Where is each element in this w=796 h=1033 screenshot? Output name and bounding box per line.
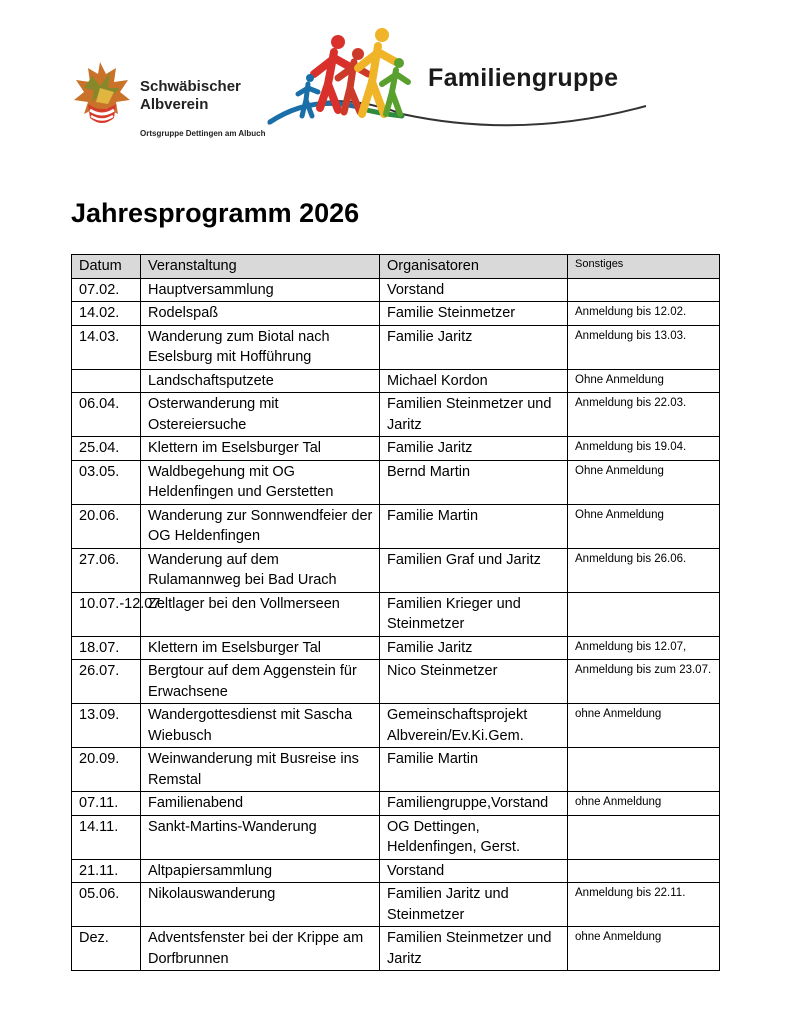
table-row <box>72 883 720 927</box>
cell-event: Altpapiersammlung <box>141 859 380 883</box>
cell-notes: Anmeldung bis 13.03. <box>568 325 720 369</box>
cell-organizers: OG Dettingen, Heldenfingen, Gerst. <box>380 815 568 859</box>
cell-organizers: Familien Graf und Jaritz <box>380 548 568 592</box>
cell-date: 13.09. <box>72 704 141 748</box>
cell-date: 14.03. <box>72 325 141 369</box>
cell-notes: Ohne Anmeldung <box>568 504 720 548</box>
cell-notes <box>568 592 720 636</box>
table-row <box>72 748 720 792</box>
cell-organizers: Bernd Martin <box>380 460 568 504</box>
cell-event: Zeltlager bei den Vollmerseen <box>141 592 380 636</box>
cell-event: Familienabend <box>141 792 380 816</box>
cell-notes: ohne Anmeldung <box>568 927 720 971</box>
cell-date: 07.11. <box>72 792 141 816</box>
cell-date: 26.07. <box>72 660 141 704</box>
cell-notes <box>568 815 720 859</box>
cell-date: Dez. <box>72 927 141 971</box>
cell-notes: Anmeldung bis 22.03. <box>568 393 720 437</box>
cell-organizers: Gemeinschaftsprojekt Albverein/Ev.Ki.Gem. <box>380 704 568 748</box>
page-header <box>0 0 796 150</box>
cell-organizers: Familien Krieger und Steinmetzer <box>380 592 568 636</box>
column-header-date: Datum <box>72 255 141 279</box>
cell-date: 20.06. <box>72 504 141 548</box>
cell-date: 07.02. <box>72 278 141 302</box>
cell-notes: Anmeldung bis 19.04. <box>568 437 720 461</box>
table-row <box>72 504 720 548</box>
cell-organizers: Vorstand <box>380 859 568 883</box>
cell-notes: Anmeldung bis 26.06. <box>568 548 720 592</box>
cell-notes: Ohne Anmeldung <box>568 460 720 504</box>
table-row <box>72 859 720 883</box>
cell-event: Hauptversammlung <box>141 278 380 302</box>
table-row <box>72 437 720 461</box>
table-row <box>72 548 720 592</box>
cell-notes: ohne Anmeldung <box>568 704 720 748</box>
cell-event: Sankt-Martins-Wanderung <box>141 815 380 859</box>
albverein-line1: Schwäbischer <box>140 78 241 95</box>
cell-date: 20.09. <box>72 748 141 792</box>
cell-organizers: Vorstand <box>380 278 568 302</box>
table-row <box>72 927 720 971</box>
cell-organizers: Familie Jaritz <box>380 325 568 369</box>
cell-notes: ohne Anmeldung <box>568 792 720 816</box>
cell-organizers: Familie Steinmetzer <box>380 302 568 326</box>
table-row <box>72 393 720 437</box>
cell-date <box>72 369 141 393</box>
cell-date: 10.07.-12.07. <box>72 592 141 636</box>
cell-organizers: Familie Martin <box>380 504 568 548</box>
albverein-subtitle: Ortsgruppe Dettingen am Albuch <box>140 129 266 138</box>
cell-event: Nikolauswanderung <box>141 883 380 927</box>
cell-notes <box>568 278 720 302</box>
cell-event: Weinwanderung mit Busreise ins Remstal <box>141 748 380 792</box>
cell-event: Rodelspaß <box>141 302 380 326</box>
cell-organizers: Familien Steinmetzer und Jaritz <box>380 393 568 437</box>
cell-notes: Anmeldung bis zum 23.07. <box>568 660 720 704</box>
table-row <box>72 278 720 302</box>
cell-organizers: Familie Jaritz <box>380 636 568 660</box>
cell-event: Adventsfenster bei der Krippe am Dorfbrunnen <box>141 927 380 971</box>
cell-date: 06.04. <box>72 393 141 437</box>
cell-date: 14.11. <box>72 815 141 859</box>
cell-organizers: Familien Steinmetzer und Jaritz <box>380 927 568 971</box>
table-row <box>72 325 720 369</box>
column-header-notes: Sonstiges <box>568 255 720 279</box>
table-header-row <box>72 255 720 279</box>
column-header-organizers: Organisatoren <box>380 255 568 279</box>
cell-date: 21.11. <box>72 859 141 883</box>
cell-notes: Anmeldung bis 12.02. <box>568 302 720 326</box>
cell-date: 18.07. <box>72 636 141 660</box>
cell-organizers: Familien Jaritz und Steinmetzer <box>380 883 568 927</box>
cell-organizers: Nico Steinmetzer <box>380 660 568 704</box>
table-row <box>72 302 720 326</box>
albverein-name <box>140 78 241 114</box>
cell-event: Landschaftsputzete <box>141 369 380 393</box>
cell-event: Osterwanderung mit Ostereiersuche <box>141 393 380 437</box>
cell-event: Wanderung zur Sonnwendfeier der OG Heldenfingen <box>141 504 380 548</box>
table-row <box>72 815 720 859</box>
cell-date: 05.06. <box>72 883 141 927</box>
cell-notes: Ohne Anmeldung <box>568 369 720 393</box>
cell-notes: Anmeldung bis 12.07, <box>568 636 720 660</box>
table-row <box>72 636 720 660</box>
program-table-body <box>72 278 720 971</box>
page-title: Jahresprogramm 2026 <box>71 198 360 228</box>
cell-date: 03.05. <box>72 460 141 504</box>
table-row <box>72 792 720 816</box>
cell-event: Waldbegehung mit OG Heldenfingen und Gerstetten <box>141 460 380 504</box>
cell-event: Wandergottesdienst mit Sascha Wiebusch <box>141 704 380 748</box>
cell-date: 27.06. <box>72 548 141 592</box>
table-row <box>72 704 720 748</box>
table-row <box>72 660 720 704</box>
cell-date: 25.04. <box>72 437 141 461</box>
cell-organizers: Familie Jaritz <box>380 437 568 461</box>
program-table <box>71 254 720 971</box>
cell-date: 14.02. <box>72 302 141 326</box>
table-row <box>72 369 720 393</box>
albverein-leaf-icon <box>70 58 134 130</box>
cell-notes: Anmeldung bis 22.11. <box>568 883 720 927</box>
albverein-line2: Albverein <box>140 96 209 113</box>
cell-notes <box>568 859 720 883</box>
table-row <box>72 460 720 504</box>
cell-event: Wanderung auf dem Rulamannweg bei Bad Urach <box>141 548 380 592</box>
column-header-event: Veranstaltung <box>141 255 380 279</box>
cell-notes <box>568 748 720 792</box>
cell-organizers: Michael Kordon <box>380 369 568 393</box>
cell-event: Klettern im Eselsburger Tal <box>141 437 380 461</box>
table-row <box>72 592 720 636</box>
cell-organizers: Familie Martin <box>380 748 568 792</box>
cell-organizers: Familiengruppe,Vorstand <box>380 792 568 816</box>
family-group-title: Familiengruppe <box>428 64 619 92</box>
cell-event: Bergtour auf dem Aggenstein für Erwachsene <box>141 660 380 704</box>
cell-event: Wanderung zum Biotal nach Eselsburg mit Hofführung <box>141 325 380 369</box>
cell-event: Klettern im Eselsburger Tal <box>141 636 380 660</box>
